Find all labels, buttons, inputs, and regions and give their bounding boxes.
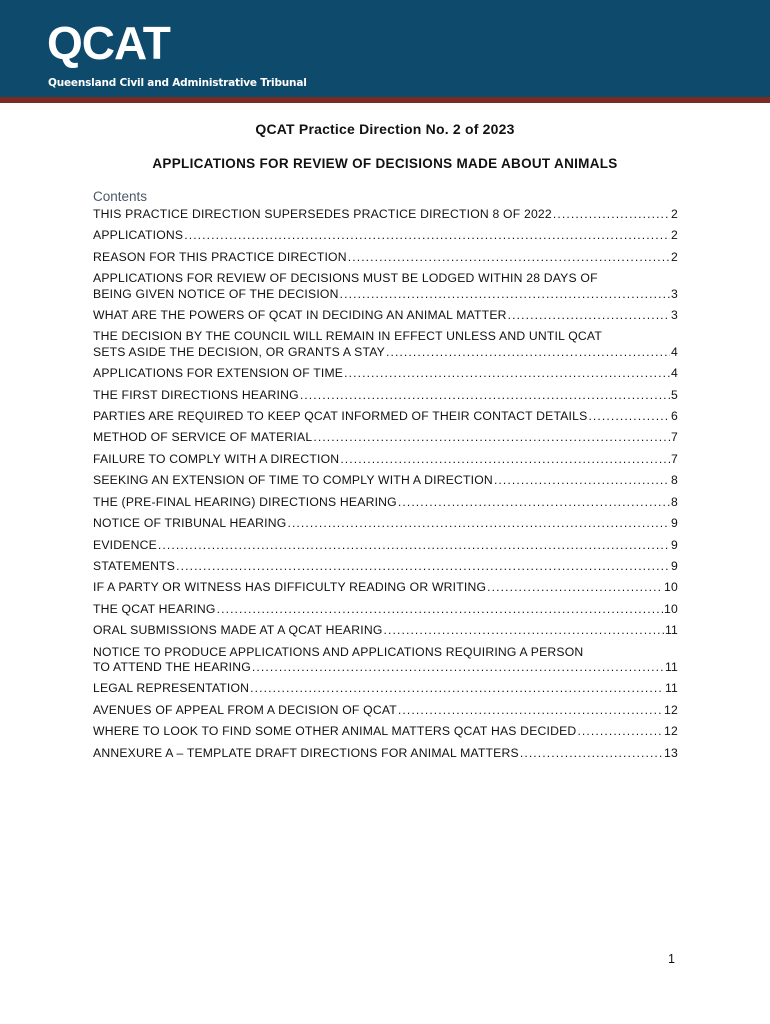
toc-entry-page: 9 [671,537,678,552]
toc-dot-leader [588,409,670,424]
toc-entry[interactable] [93,388,678,403]
table-of-contents [93,207,678,767]
toc-entry-page: 5 [671,387,678,402]
toc-entry[interactable] [93,495,678,510]
toc-dot-leader [313,430,670,445]
toc-entry[interactable] [93,473,678,488]
toc-entry-page: 10 [664,580,678,595]
toc-dot-leader [340,452,670,467]
toc-dot-leader [494,473,670,488]
toc-dot-leader [176,559,670,574]
toc-entry-title: LEGAL REPRESENTATION [93,681,250,696]
toc-entry-page: 12 [664,702,678,717]
toc-dot-leader [508,308,670,323]
qcat-logo: QCAT [47,17,170,69]
toc-entry-page: 7 [671,430,678,445]
toc-entry-title: AVENUES OF APPEAL FROM A DECISION OF QCAT [93,702,397,717]
toc-dot-leader [398,495,670,510]
toc-dot-leader [487,580,663,595]
toc-entry-page: 8 [671,473,678,488]
toc-dot-leader [398,703,663,718]
toc-dot-leader [344,366,670,381]
header-rule [0,97,770,103]
toc-entry-title: THE (PRE-FINAL HEARING) DIRECTIONS HEARING [93,494,397,509]
toc-entry[interactable] [93,681,678,696]
toc-entry-first-line: THE DECISION BY THE COUNCIL WILL REMAIN IN EFFECT UNLESS AND UNTIL QCAT [93,329,602,344]
toc-entry[interactable] [93,271,678,302]
toc-entry-title: THIS PRACTICE DIRECTION SUPERSEDES PRACTICE DIRECTION 8 OF 2022 [93,207,552,221]
toc-entry-title: THE FIRST DIRECTIONS HEARING [93,387,299,402]
toc-dot-leader [577,724,663,739]
toc-entry-first-line: NOTICE TO PRODUCE APPLICATIONS AND APPLICATIONS REQUIRING A PERSON [93,644,584,659]
toc-entry-page: 2 [671,249,678,264]
toc-entry[interactable] [93,559,678,574]
toc-entry-page: 6 [671,409,678,424]
contents-heading: Contents [93,189,148,204]
toc-entry[interactable] [93,746,678,761]
toc-entry[interactable] [93,645,678,676]
toc-entry-title: EVIDENCE [93,537,157,552]
toc-dot-leader [158,538,670,553]
toc-entry-page: 2 [671,228,678,243]
toc-entry-page: 3 [671,286,678,301]
toc-entry-title: IF A PARTY OR WITNESS HAS DIFFICULTY READING OR WRITING [93,580,487,595]
toc-dot-leader [340,287,670,302]
toc-entry-title: FAILURE TO COMPLY WITH A DIRECTION [93,451,340,466]
toc-entry-title: APPLICATIONS FOR EXTENSION OF TIME [93,366,344,381]
document-title: QCAT Practice Direction No. 2 of 2023 [255,121,515,137]
toc-entry-title: WHAT ARE THE POWERS OF QCAT IN DECIDING AN ANIMAL MATTER [93,308,507,323]
toc-dot-leader [386,345,670,360]
toc-entry-title: ORAL SUBMISSIONS MADE AT A QCAT HEARING [93,623,383,638]
toc-entry-first-line: APPLICATIONS FOR REVIEW OF DECISIONS MUST BE LODGED WITHIN 28 DAYS OF [93,271,598,286]
toc-entry-page: 4 [671,366,678,381]
toc-entry[interactable] [93,409,678,424]
toc-entry-page: 12 [664,724,678,739]
toc-entry[interactable] [93,366,678,381]
toc-entry-page: 4 [671,344,678,359]
toc-dot-leader [184,228,670,243]
toc-entry[interactable] [93,308,678,323]
toc-entry-page: 11 [664,681,678,696]
toc-dot-leader [553,207,670,222]
toc-dot-leader [348,250,670,265]
toc-entry-title: REASON FOR THIS PRACTICE DIRECTION [93,249,347,264]
toc-entry-page: 3 [671,308,678,323]
toc-entry-title: SEEKING AN EXTENSION OF TIME TO COMPLY WITH A DIRECTION [93,473,493,488]
toc-entry-title: ANNEXURE A – TEMPLATE DRAFT DIRECTIONS FOR ANIMAL MATTERS [93,745,519,760]
toc-entry-page: 2 [671,207,678,221]
document-subtitle: APPLICATIONS FOR REVIEW OF DECISIONS MADE ABOUT ANIMALS [152,156,618,171]
toc-entry-page: 11 [664,623,678,638]
toc-entry[interactable] [93,703,678,718]
toc-entry-title: METHOD OF SERVICE OF MATERIAL [93,430,313,445]
toc-entry-title: SETS ASIDE THE DECISION, OR GRANTS A STAY [93,344,385,359]
toc-entry-page: 10 [664,601,678,616]
toc-entry-page: 9 [671,558,678,573]
toc-entry-title: TO ATTEND THE HEARING [93,659,251,674]
toc-entry[interactable] [93,724,678,739]
toc-entry-title: APPLICATIONS [93,228,184,243]
toc-dot-leader [217,602,663,617]
toc-entry[interactable] [93,430,678,445]
toc-entry-page: 8 [671,494,678,509]
toc-entry[interactable] [93,580,678,595]
toc-entry-title: WHERE TO LOOK TO FIND SOME OTHER ANIMAL MATTERS QCAT HAS DECIDED [93,724,577,739]
toc-entry[interactable] [93,228,678,243]
toc-entry[interactable] [93,207,678,222]
toc-dot-leader [300,388,670,403]
toc-entry[interactable] [93,250,678,265]
toc-entry-page: 11 [664,659,678,674]
toc-dot-leader [252,660,664,675]
toc-entry-title: BEING GIVEN NOTICE OF THE DECISION [93,286,339,301]
toc-dot-leader [287,516,670,531]
toc-entry-title: STATEMENTS [93,558,176,573]
page-number: 1 [668,952,675,966]
toc-entry-title: NOTICE OF TRIBUNAL HEARING [93,516,287,531]
toc-entry[interactable] [93,329,678,360]
toc-entry[interactable] [93,538,678,553]
toc-entry-page: 7 [671,451,678,466]
toc-entry-page: 9 [671,516,678,531]
toc-entry[interactable] [93,623,678,638]
toc-entry[interactable] [93,516,678,531]
logo-subtitle: Queensland Civil and Administrative Tribunal [48,77,307,89]
toc-dot-leader [384,623,664,638]
toc-entry-title: PARTIES ARE REQUIRED TO KEEP QCAT INFORMED OF THEIR CONTACT DETAILS [93,409,588,424]
toc-entry-title: THE QCAT HEARING [93,601,216,616]
toc-entry[interactable] [93,452,678,467]
toc-entry[interactable] [93,602,678,617]
toc-dot-leader [250,681,664,696]
toc-entry-page: 13 [664,745,678,760]
toc-dot-leader [520,746,663,761]
